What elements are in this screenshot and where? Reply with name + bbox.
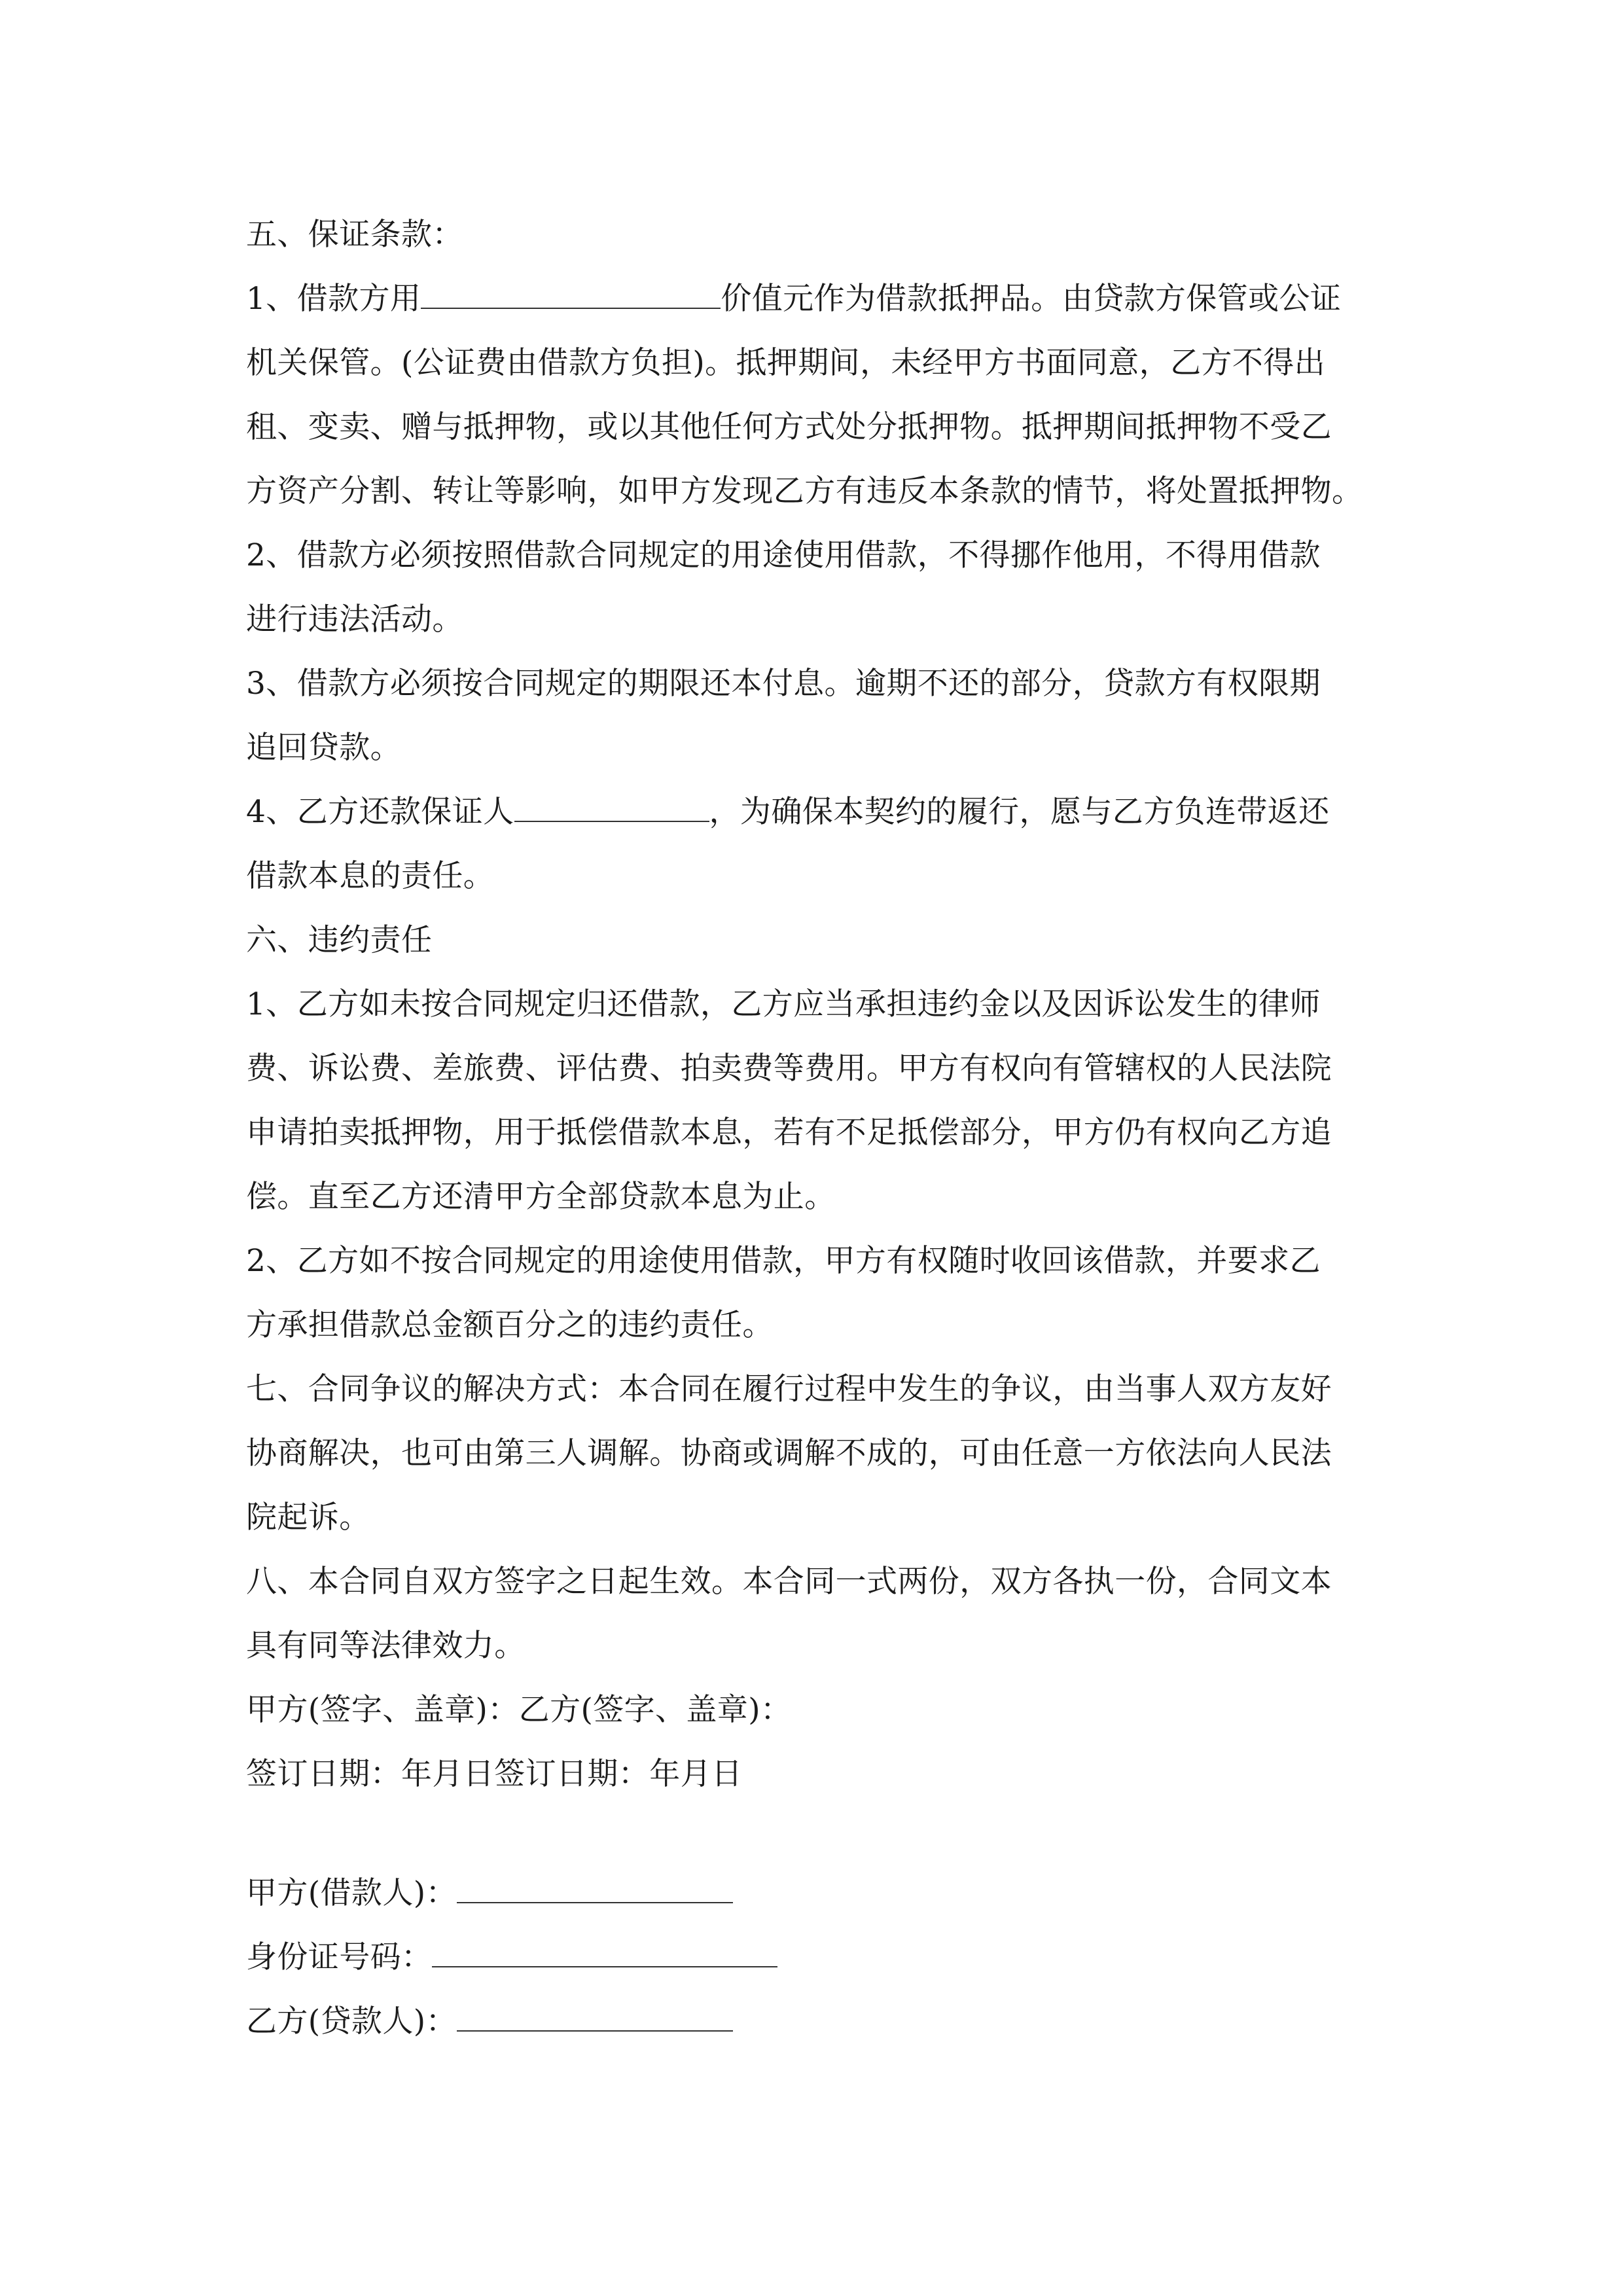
clause-5-4-prefix: 4、乙方还款保证人 (246, 794, 514, 830)
clause-5-1-line-1 (246, 267, 1378, 331)
signature-dates: 签订日期：年月日签订日期：年月日 (246, 1756, 743, 1792)
section-7-line-3: 院起诉。 (246, 1499, 370, 1535)
clause-5-3-line-2: 追回贷款。 (246, 730, 401, 766)
guarantor-blank (514, 795, 709, 822)
clause-6-1-line-4: 偿。直至乙方还清甲方全部贷款本息为止。 (246, 1179, 836, 1215)
clause-5-3-line-1: 3、借款方必须按合同规定的期限还本付息。逾期不还的部分，贷款方有权限期 (246, 666, 1321, 702)
clause-5-4-line-1 (246, 780, 1378, 844)
id-number-label: 身份证号码： (246, 1939, 433, 1975)
clause-5-1-line-3: 租、变卖、赠与抵押物，或以其他任何方式处分抵押物。抵押期间抵押物不受乙 (246, 409, 1332, 445)
id-number-field[interactable] (432, 1940, 777, 1967)
section-7-line-1: 七、合同争议的解决方式：本合同在履行过程中发生的争议，由当事人双方友好 (246, 1371, 1332, 1407)
spacer (246, 1806, 1378, 1861)
clause-6-1-line-1: 1、乙方如未按合同规定归还借款，乙方应当承担违约金以及因诉讼发生的律师 (246, 986, 1321, 1022)
section-7-line-2: 协商解决，也可由第三人调解。协商或调解不成的，可由任意一方依法向人民法 (246, 1435, 1332, 1471)
borrower-label: 甲方(借款人)： (246, 1875, 457, 1911)
clause-5-4-suffix: ，为确保本契约的履行，愿与乙方负连带返还 (709, 794, 1330, 830)
lender-row (246, 1990, 1378, 2054)
clause-5-1-prefix: 1、借款方用 (246, 281, 421, 317)
clause-5-4-line-2: 借款本息的责任。 (246, 858, 495, 894)
clause-6-2-line-2: 方承担借款总金额百分之的违约责任。 (246, 1307, 774, 1343)
borrower-row (246, 1861, 1378, 1926)
section-5-heading: 五、保证条款： (246, 217, 463, 253)
borrower-field[interactable] (457, 1876, 733, 1903)
id-number-row (246, 1926, 1378, 1990)
clause-5-1-line-4: 方资产分割、转让等影响，如甲方发现乙方有违反本条款的情节，将处置抵押物。 (246, 473, 1363, 509)
section-8-line-2: 具有同等法律效力。 (246, 1628, 526, 1664)
contract-page (246, 203, 1378, 2054)
lender-label: 乙方(贷款人)： (246, 2003, 457, 2039)
collateral-blank (421, 281, 721, 309)
clause-6-1-line-2: 费、诉讼费、差旅费、评估费、拍卖费等费用。甲方有权向有管辖权的人民法院 (246, 1050, 1332, 1086)
clause-5-1-suffix: 价值元作为借款抵押品。由贷款方保管或公证 (721, 281, 1342, 317)
clause-5-2-line-2: 进行违法活动。 (246, 601, 463, 637)
section-6-heading: 六、违约责任 (246, 922, 433, 958)
signature-parties: 甲方(签字、盖章)：乙方(签字、盖章)： (246, 1692, 792, 1728)
clause-5-1-line-2: 机关保管。(公证费由借款方负担)。抵押期间，未经甲方书面同意，乙方不得出 (246, 345, 1326, 381)
section-8-line-1: 八、本合同自双方签字之日起生效。本合同一式两份，双方各执一份，合同文本 (246, 1564, 1332, 1600)
clause-5-2-line-1: 2、借款方必须按照借款合同规定的用途使用借款，不得挪作他用，不得用借款 (246, 537, 1321, 573)
lender-field[interactable] (457, 2004, 733, 2032)
clause-6-2-line-1: 2、乙方如不按合同规定的用途使用借款，甲方有权随时收回该借款，并要求乙 (246, 1243, 1321, 1279)
clause-6-1-line-3: 申请拍卖抵押物，用于抵偿借款本息，若有不足抵偿部分，甲方仍有权向乙方追 (246, 1115, 1332, 1151)
